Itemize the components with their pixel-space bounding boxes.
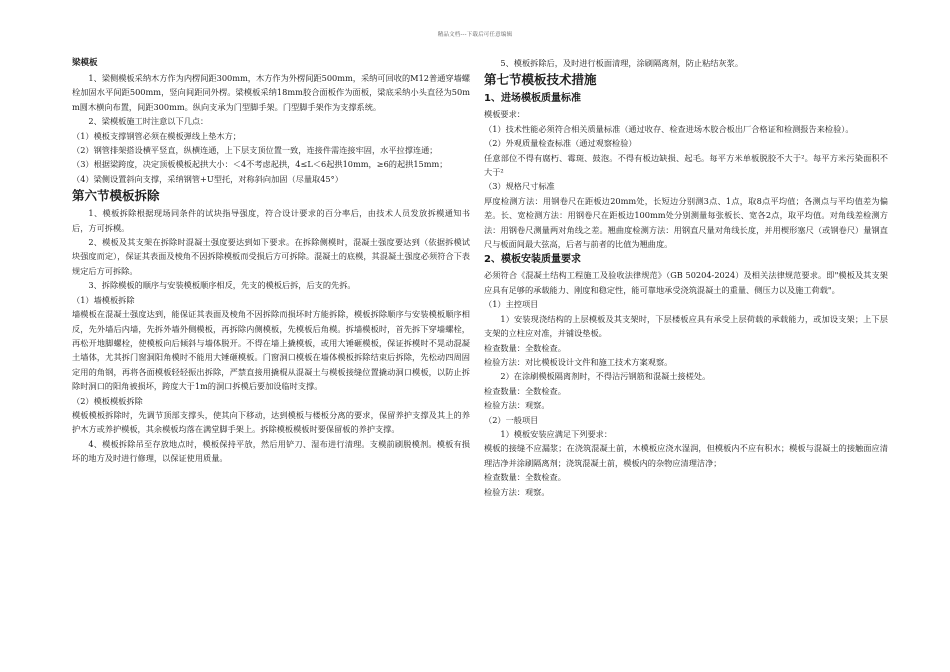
- paragraph: 1）安装现浇结构的上层模板及其支架时，下层楼板应具有承受上层荷载的承载能力，或加设支架；上下层支架的立柱应对准，并铺设垫板。: [484, 313, 888, 339]
- paragraph: （1）主控项目: [484, 299, 539, 310]
- paragraph: 模板模板拆除时，先调节顶部支撑头，使其向下移动，达到模板与楼板分离的要求，保留养护支撑及其上的养护木方或养护模板，其余模板均落在满堂脚手架上。拆除模板模板时要保留板的养护支撑。: [72, 409, 470, 435]
- paragraph: （3）根据梁跨度，决定顶板模板起拱大小：＜4不考虑起拱，4≤L＜6起拱10mm，≥6的起拱15mm；: [72, 159, 448, 170]
- right-column: [484, 56, 888, 499]
- paragraph: （2）模板模板拆除: [72, 395, 143, 406]
- paragraph: 厚度检测方法：用钢卷尺在距板边20mm处，长短边分别测3点、1点，取8点平均值；各测点与平均值差为偏差。长、宽检测方法：用钢卷尺在距板边100mm处分别测量每张板长、宽各2点，取平均值。对角线差检测方法：用钢卷尺测量两对角线之差。翘曲度检测方法：用钢直尺量对角线长度，并用楔形塞尺（或钢卷尺）量钢直尺与板面间最大弦高，后者与前者的比值为翘曲度。: [484, 195, 888, 250]
- section-heading: 第六节模板拆除: [72, 188, 160, 204]
- paragraph: 4、模板拆除吊至存放地点时，模板保持平放，然后用铲刀、湿布进行清理。支模前刷脱模剂。模板有损坏的地方及时进行修理，以保证使用质量。: [72, 438, 470, 464]
- subsection-heading: 2、模板安装质量要求: [484, 254, 581, 266]
- paragraph: 2、梁模板施工时注意以下几点：: [88, 116, 209, 127]
- paragraph: 任意部位不得有腐朽、霉斑、鼓泡。不得有板边缺损、起毛。每平方米单板脱胶不大于²。每平方米污染面积不大于²: [484, 152, 888, 178]
- paragraph: 1）模板安装应满足下列要求：: [500, 428, 613, 439]
- page-header: 精品文档---下载后可任意编辑: [437, 32, 513, 38]
- left-column: [72, 56, 470, 466]
- paragraph: （1）技术性能必须符合相关质量标准（通过收存、检查进场木胶合板出厂合格证和检测报告来检验）。: [484, 123, 854, 134]
- paragraph: 3、拆除模板的顺序与安装模板顺序相反，先支的模板后拆，后支的先拆。: [88, 280, 356, 291]
- paragraph: （2）钢管排架搭设横平竖直，纵横连通，上下层支顶位置一致，连接件需连接牢固，水平拉撑连通；: [72, 145, 438, 156]
- paragraph: 1、梁侧模板采纳木方作为内楞间距300mm，木方作为外楞间距500mm，采纳可回收的M12普通穿墙螺栓加固水平间距500mm，竖向间距同外楞。梁模板采纳18mm胶合面板作为面板，梁底采纳小头直径为50mm圆木横向布置，间距300mm。纵向支承为门型脚手架。门型脚手架作为支撑系统。: [72, 73, 470, 112]
- paragraph: （2）一般项目: [484, 414, 539, 425]
- paragraph: 检查数量：全数检查。: [484, 472, 566, 483]
- paragraph: 1、模板拆除根据现场同条件的试块指导强度，符合设计要求的百分率后，由技术人员发放拆模通知书后，方可拆模。: [72, 208, 470, 233]
- paragraph: （2）外观质量检查标准（通过观察检验）: [484, 138, 637, 149]
- paragraph: 模板的接缝不应漏浆；在浇筑混凝土前，木模板应浇水湿润，但模板内不应有积水；模板与混凝土的接触面应清理洁净并涂刷隔离剂；浇筑混凝土前，模板内的杂物应清理洁净；: [484, 443, 888, 468]
- paragraph: 检验方法：对比模板设计文件和施工技术方案观察。: [484, 356, 673, 367]
- paragraph: 检查数量：全数检查。: [484, 385, 566, 396]
- paragraph: 5、模板拆除后，及时进行板面清理，涂刷隔离剂，防止粘结灰浆。: [500, 58, 744, 68]
- paragraph: 2）在涂刷模板隔离剂时，不得沾污钢筋和混凝土接槎处。: [500, 371, 711, 382]
- paragraph: （4）梁侧设置斜向支撑，采纳钢管+U型托，对称斜向加固（尽量取45°）: [72, 173, 343, 184]
- paragraph: 墙模板在混凝土强度达到，能保证其表面及棱角不因拆除而损坏时方能拆除，模板拆除顺序与安装模板顺序相反，先外墙后内墙，先拆外墙外侧模板，再拆除内侧模板，先模板后角模。拆墙模板时，首先拆下穿墙螺栓，再松开地脚螺栓，使模板向后倾斜与墙体脱开。不得在墙上撬模板，或用大锤砸模板，保证拆模时不晃动混凝土墙体，尤其拆门窗洞阳角模时不能用大锤砸模板。门窗洞口模板在墙体模板拆除结束后拆除，先松动四周固定用的角钢，再将各面模板轻轻振出拆除，严禁直接用撬棍从混凝土与模板接缝位置撬动洞口模板，以防止拆除时洞口的阳角被损坏，跨度大于1m的洞口拆模后要加设临时支撑。: [72, 309, 470, 392]
- paragraph: （1）墙模板拆除: [72, 294, 135, 305]
- paragraph: 必须符合《混凝土结构工程施工及验收法律规范》（GB 50204-2024）及相关法律规范要求。即"模板及其支架应具有足够的承载能力、刚度和稳定性，能可靠地承受浇筑混凝土的重量、侧压力以及施工荷载"。: [484, 270, 888, 295]
- block-heading: 梁模板: [72, 58, 98, 68]
- paragraph: （1）模板支撑钢管必须在模板弹线上垫木方；: [72, 130, 241, 141]
- paragraph: 2、模板及其支架在拆除时混凝土强度要达到如下要求。在拆除侧模时，混凝土强度要达到（依据拆模试块强度而定），保证其表面及棱角不因拆除模板而受损后方可拆除。混凝土的底模，其混凝土强度必须符合下表规定后方可拆除。: [72, 237, 470, 276]
- paragraph: 检验方法：观察。: [484, 486, 550, 497]
- section-heading: 第七节模板技术措施: [484, 72, 597, 88]
- paragraph: 模板要求：: [484, 109, 525, 120]
- paragraph: （3）规格尺寸标准: [484, 181, 555, 192]
- paragraph: 检查数量：全数检查。: [484, 342, 566, 353]
- paragraph: 检验方法：观察。: [484, 400, 550, 411]
- subsection-heading: 1、进场模板质量标准: [484, 93, 581, 105]
